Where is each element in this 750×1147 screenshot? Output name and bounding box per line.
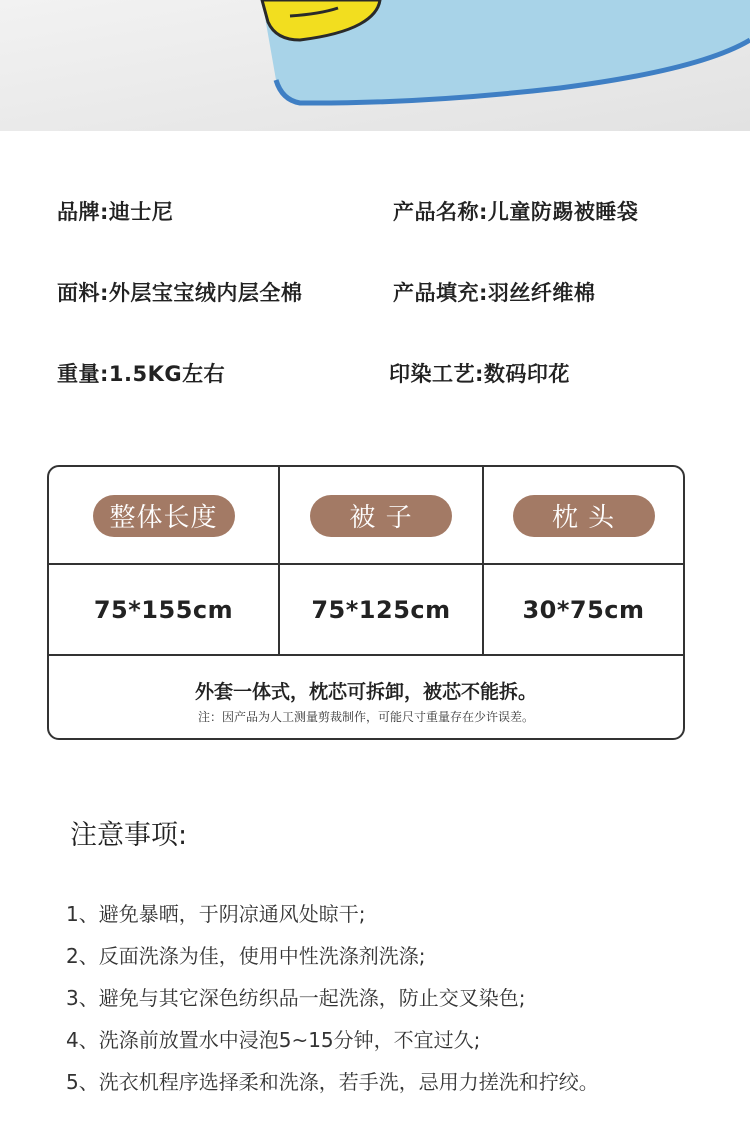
value-cell-total-length [49,564,278,655]
header-cell-total-length [49,467,278,564]
size-table-value-row [49,564,683,655]
value-cell-quilt [280,564,482,655]
size-table-note-row [49,655,683,738]
care-list [66,898,599,1108]
value-pillow: 30*75cm [522,595,645,624]
value-quilt: 75*125cm [311,595,451,624]
header-pill-pillow: 枕 头 [513,495,655,537]
header-cell-quilt [280,467,482,564]
spec-brand: 品牌:迪士尼 [57,200,174,224]
care-item: 2、反面洗涤为佳，使用中性洗涤剂洗涤; [66,944,426,968]
spec-weight: 重量:1.5KG左右 [57,362,226,386]
spec-fabric: 面料:外层宝宝绒内层全棉 [57,281,303,305]
size-table [47,465,685,740]
care-item: 4、洗涤前放置水中浸泡5~15分钟，不宜过久; [66,1028,481,1052]
spec-filling: 产品填充:羽丝纤维棉 [393,281,596,305]
header-pill-total-length: 整体长度 [93,495,235,537]
care-item: 5、洗衣机程序选择柔和洗涤，若手洗，忌用力搓洗和拧绞。 [66,1070,599,1094]
column-divider [482,467,484,655]
column-divider [278,467,280,655]
header-cell-pillow [484,467,683,564]
spec-printing: 印染工艺:数码印花 [389,362,570,386]
size-table-header-row [49,467,683,564]
care-item: 3、避免与其它深色纺织品一起洗涤，防止交叉染色; [66,986,526,1010]
value-cell-pillow [484,564,683,655]
spec-product-name: 产品名称:儿童防踢被睡袋 [393,200,639,224]
care-title: 注意事项: [70,820,188,851]
care-item: 1、避免暴晒，于阴凉通风处晾干; [66,902,366,926]
sleeping-bag-image [0,0,750,131]
header-pill-quilt: 被 子 [310,495,452,537]
note-disclaimer: 注：因产品为人工测量剪裁制作，可能尺寸重量存在少许误差。 [197,710,534,724]
note-main: 外套一体式，枕芯可拆卸，被芯不能拆。 [194,681,537,703]
value-total-length: 75*155cm [93,595,234,624]
product-photo [0,0,750,131]
